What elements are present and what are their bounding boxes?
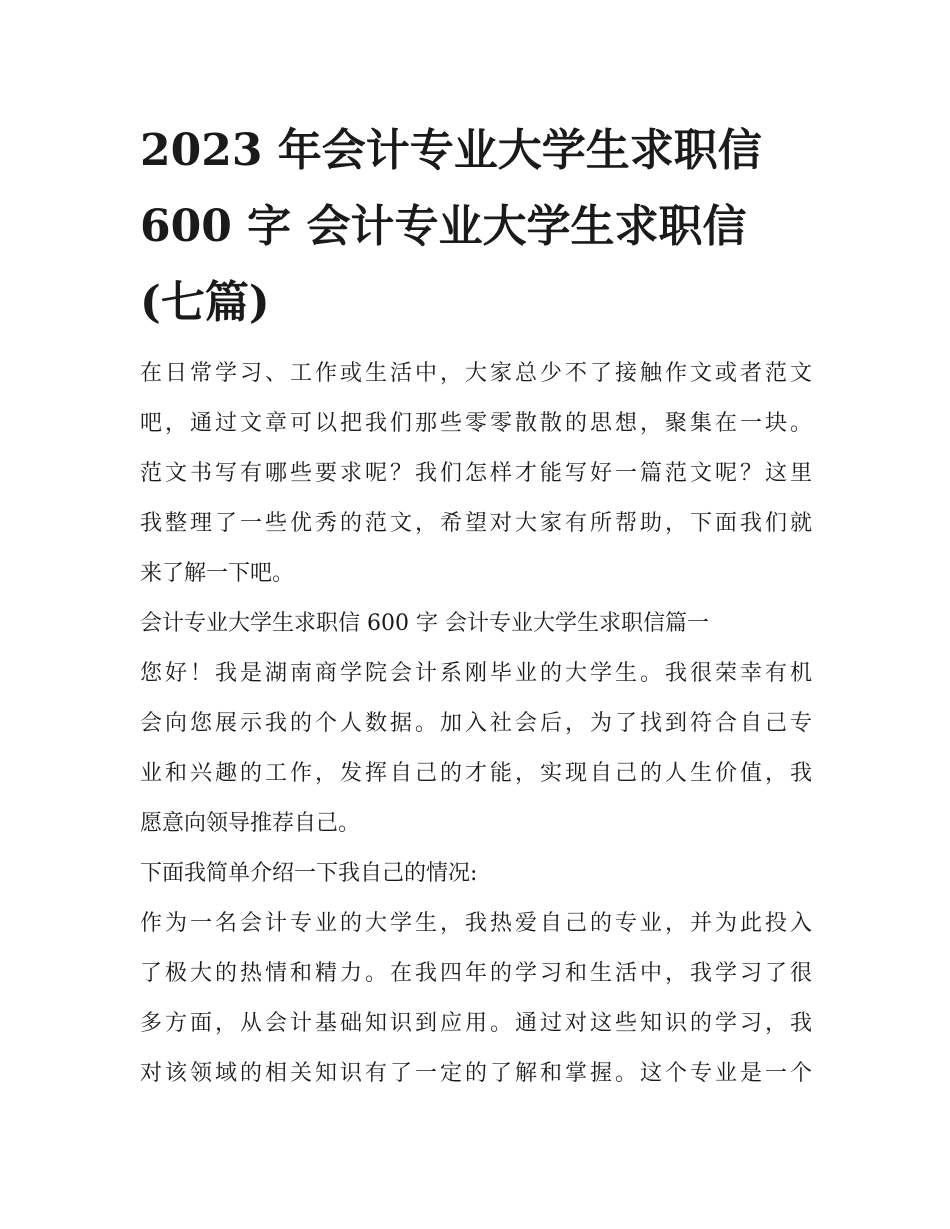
text-line: 会向您展示我的个人数据。加入社会后，为了找到符合自己专 [140,711,812,736]
intro-line-paragraph [140,849,812,899]
text-line: 范文书写有哪些要求呢？我们怎样才能写好一篇范文呢？这里 [140,461,812,486]
intro-paragraph [140,349,812,599]
text-line: 下面我简单介绍一下我自己的情况: [140,861,478,886]
text-line: 多方面，从会计基础知识到应用。通过对这些知识的学习，我 [140,1011,812,1036]
title-line: (七篇) [140,277,270,328]
text-line: 业和兴趣的工作，发挥自己的才能，实现自己的人生价值，我 [140,761,812,786]
text-line: 了极大的热情和精力。在我四年的学习和生活中，我学习了很 [140,961,812,986]
text-line: 在日常学习、工作或生活中，大家总少不了接触作文或者范文 [140,361,812,386]
text-line: 来了解一下吧。 [140,561,295,586]
text-line: 愿意向领导推荐自己。 [140,811,361,836]
title-line: 600 字 会计专业大学生求职信 [140,201,747,252]
text-line: 您好！我是湖南商学院会计系刚毕业的大学生。我很荣幸有机 [140,661,812,686]
text-line: 作为一名会计专业的大学生，我热爱自己的专业，并为此投入 [140,911,812,936]
text-line: 吧，通过文章可以把我们那些零零散散的思想，聚集在一块。 [140,411,812,436]
text-line: 对该领域的相关知识有了一定的了解和掌握。这个专业是一个 [140,1061,812,1086]
text-line: 会计专业大学生求职信 600 字 会计专业大学生求职信篇一 [140,611,709,636]
body-paragraph [140,899,812,1099]
document-body [140,113,812,1099]
greeting-paragraph [140,649,812,849]
title-line: 2023 年会计专业大学生求职信 [140,125,762,176]
section-heading [140,599,812,649]
document-title [140,113,812,341]
text-line: 我整理了一些优秀的范文，希望对大家有所帮助，下面我们就 [140,511,812,536]
